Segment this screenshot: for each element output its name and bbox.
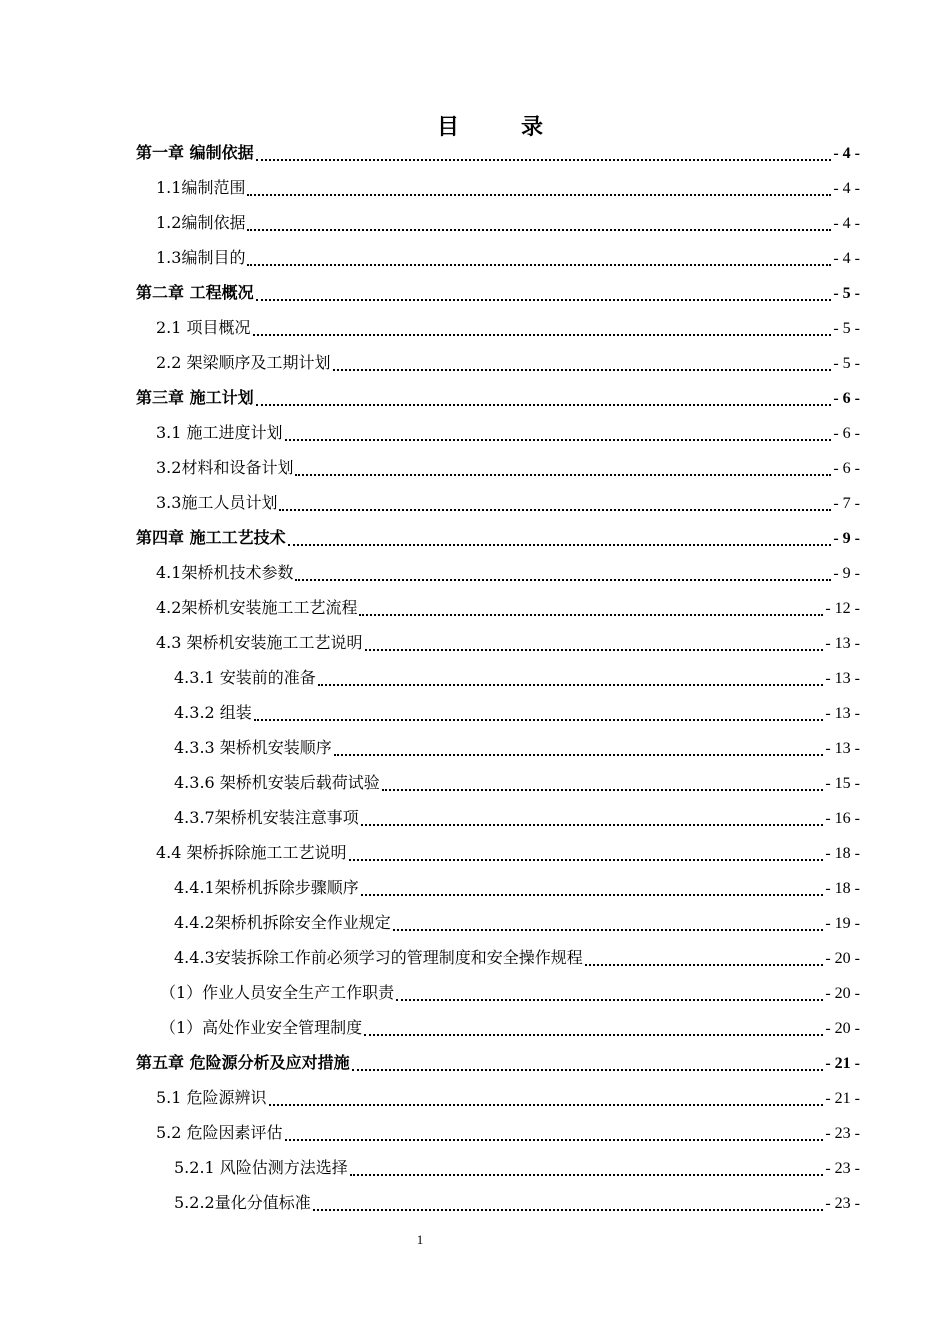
page-number: 1 (416, 1232, 424, 1247)
toc-entry-page: - 7 - (833, 495, 860, 512)
toc-entry-label: 4.4.3安装拆除工作前必须学习的管理制度和安全操作规程 (174, 948, 583, 967)
toc-entry-label: 4.1架桥机技术参数 (156, 563, 294, 582)
dot-leader (333, 369, 832, 371)
toc-entry-page: - 23 - (825, 1160, 860, 1177)
toc-entry-page: - 16 - (825, 810, 860, 827)
toc-section-entry[interactable] (136, 770, 860, 805)
dot-leader (318, 684, 824, 686)
dot-leader (334, 754, 824, 756)
dot-leader (361, 824, 824, 826)
dot-leader (361, 894, 824, 896)
dot-leader (256, 159, 832, 161)
dot-leader (349, 859, 824, 861)
toc-entry-page: - 12 - (825, 600, 860, 617)
toc-entry-label: 4.4.2架桥机拆除安全作业规定 (174, 913, 391, 932)
toc-section-entry[interactable] (136, 420, 860, 455)
toc-entry-page: - 15 - (825, 775, 860, 792)
toc-section-entry[interactable] (136, 875, 860, 910)
toc-entry-label: 1.1编制范围 (156, 178, 246, 197)
toc-section-entry[interactable] (136, 700, 860, 735)
toc-entry-page: - 6 - (833, 390, 860, 407)
toc-chapter-entry[interactable] (136, 1050, 860, 1085)
toc-entry-page: - 19 - (825, 915, 860, 932)
toc-entry-page: - 9 - (833, 530, 860, 547)
toc-entry-label: 5.2.2量化分值标准 (174, 1193, 311, 1212)
toc-entry-page: - 4 - (833, 250, 860, 267)
dot-leader (254, 719, 824, 721)
toc-entry-label: （1）作业人员安全生产工作职责 (160, 983, 395, 1002)
toc-section-entry[interactable] (136, 595, 860, 630)
toc-section-entry[interactable] (136, 665, 860, 700)
toc-entry-label: 第四章 施工工艺技术 (136, 528, 286, 547)
toc-section-entry[interactable] (136, 490, 860, 525)
toc-entry-page: - 20 - (825, 1020, 860, 1037)
toc-entry-page: - 5 - (833, 355, 860, 372)
toc-entry-page: - 18 - (825, 845, 860, 862)
toc-entry-page: - 18 - (825, 880, 860, 897)
toc-entry-page: - 13 - (825, 670, 860, 687)
toc-section-entry[interactable] (136, 980, 860, 1015)
toc-entry-label: 4.4 架桥拆除施工工艺说明 (156, 843, 347, 862)
toc-entry-label: 5.1 危险源辨识 (156, 1088, 267, 1107)
dot-leader (247, 229, 831, 231)
toc-section-entry[interactable] (136, 210, 860, 245)
toc-entry-page: - 4 - (833, 215, 860, 232)
toc-entry-page: - 4 - (833, 180, 860, 197)
dot-leader (382, 789, 824, 791)
toc-entry-label: 3.2材料和设备计划 (156, 458, 294, 477)
toc-entry-label: 1.3编制目的 (156, 248, 246, 267)
dot-leader (350, 1174, 824, 1176)
toc-entry-page: - 13 - (825, 705, 860, 722)
toc-entry-page: - 13 - (825, 635, 860, 652)
toc-entry-label: （1）高处作业安全管理制度 (160, 1018, 363, 1037)
dot-leader (256, 404, 832, 406)
toc-section-entry[interactable] (136, 840, 860, 875)
dot-leader (359, 614, 823, 616)
toc-entry-page: - 4 - (833, 145, 860, 162)
dot-leader (313, 1209, 824, 1211)
toc-entry-page: - 6 - (833, 425, 860, 442)
toc-section-entry[interactable] (136, 560, 860, 595)
dot-leader (256, 299, 832, 301)
toc-section-entry[interactable] (136, 315, 860, 350)
toc-entry-label: 4.3.6 架桥机安装后载荷试验 (174, 773, 380, 792)
toc-entry-label: 4.2架桥机安装施工工艺流程 (156, 598, 358, 617)
toc-section-entry[interactable] (136, 1085, 860, 1120)
dot-leader (352, 1069, 824, 1071)
toc-entry-label: 4.3.3 架桥机安装顺序 (174, 738, 332, 757)
toc-entry-page: - 20 - (825, 985, 860, 1002)
toc-entry-page: - 5 - (833, 285, 860, 302)
toc-section-entry[interactable] (136, 455, 860, 490)
dot-leader (585, 964, 824, 966)
toc-entry-page: - 21 - (825, 1090, 860, 1107)
dot-leader (396, 999, 823, 1001)
toc-entry-label: 第五章 危险源分析及应对措施 (136, 1053, 350, 1072)
toc-section-entry[interactable] (136, 1190, 860, 1225)
dot-leader (285, 1139, 824, 1141)
toc-title: 目 录 (436, 114, 563, 140)
toc-section-entry[interactable] (136, 1155, 860, 1190)
dot-leader (247, 264, 831, 266)
toc-entry-label: 4.4.1架桥机拆除步骤顺序 (174, 878, 359, 897)
toc-section-entry[interactable] (136, 945, 860, 980)
toc-chapter-entry[interactable] (136, 280, 860, 315)
toc-entry-page: - 23 - (825, 1195, 860, 1212)
toc-entry-label: 第二章 工程概况 (136, 283, 254, 302)
toc-section-entry[interactable] (136, 175, 860, 210)
toc-chapter-entry[interactable] (136, 525, 860, 560)
dot-leader (295, 474, 831, 476)
dot-leader (288, 544, 832, 546)
toc-entry-page: - 13 - (825, 740, 860, 757)
toc-section-entry[interactable] (136, 1015, 860, 1050)
dot-leader (365, 649, 824, 651)
toc-section-entry[interactable] (136, 910, 860, 945)
toc-entry-page: - 5 - (833, 320, 860, 337)
dot-leader (253, 334, 832, 336)
dot-leader (295, 579, 831, 581)
toc-entry-label: 1.2编制依据 (156, 213, 246, 232)
toc-entry-label: 4.3.2 组装 (174, 703, 252, 722)
toc-entry-label: 4.3.1 安装前的准备 (174, 668, 316, 687)
dot-leader (364, 1034, 823, 1036)
dot-leader (279, 509, 831, 511)
toc-section-entry[interactable] (136, 245, 860, 280)
toc-section-entry[interactable] (136, 735, 860, 770)
toc-entry-label: 2.2 架梁顺序及工期计划 (156, 353, 331, 372)
toc-entry-label: 2.1 项目概况 (156, 318, 251, 337)
toc-entry-label: 3.1 施工进度计划 (156, 423, 283, 442)
toc-entry-label: 第一章 编制依据 (136, 143, 254, 162)
table-of-contents (136, 140, 860, 1225)
dot-leader (285, 439, 832, 441)
toc-section-entry[interactable] (136, 350, 860, 385)
toc-section-entry[interactable] (136, 1120, 860, 1155)
toc-entry-label: 3.3施工人员计划 (156, 493, 278, 512)
toc-section-entry[interactable] (136, 630, 860, 665)
toc-entry-label: 4.3 架桥机安装施工工艺说明 (156, 633, 363, 652)
toc-entry-label: 5.2.1 风险估测方法选择 (174, 1158, 348, 1177)
toc-entry-page: - 9 - (833, 565, 860, 582)
toc-entry-page: - 6 - (833, 460, 860, 477)
dot-leader (393, 929, 824, 931)
toc-section-entry[interactable] (136, 805, 860, 840)
dot-leader (247, 194, 831, 196)
toc-entry-page: - 23 - (825, 1125, 860, 1142)
toc-entry-label: 4.3.7架桥机安装注意事项 (174, 808, 359, 827)
toc-entry-label: 5.2 危险因素评估 (156, 1123, 283, 1142)
toc-entry-page: - 20 - (825, 950, 860, 967)
dot-leader (269, 1104, 824, 1106)
toc-chapter-entry[interactable] (136, 140, 860, 175)
toc-chapter-entry[interactable] (136, 385, 860, 420)
toc-entry-page: - 21 - (825, 1055, 860, 1072)
toc-entry-label: 第三章 施工计划 (136, 388, 254, 407)
